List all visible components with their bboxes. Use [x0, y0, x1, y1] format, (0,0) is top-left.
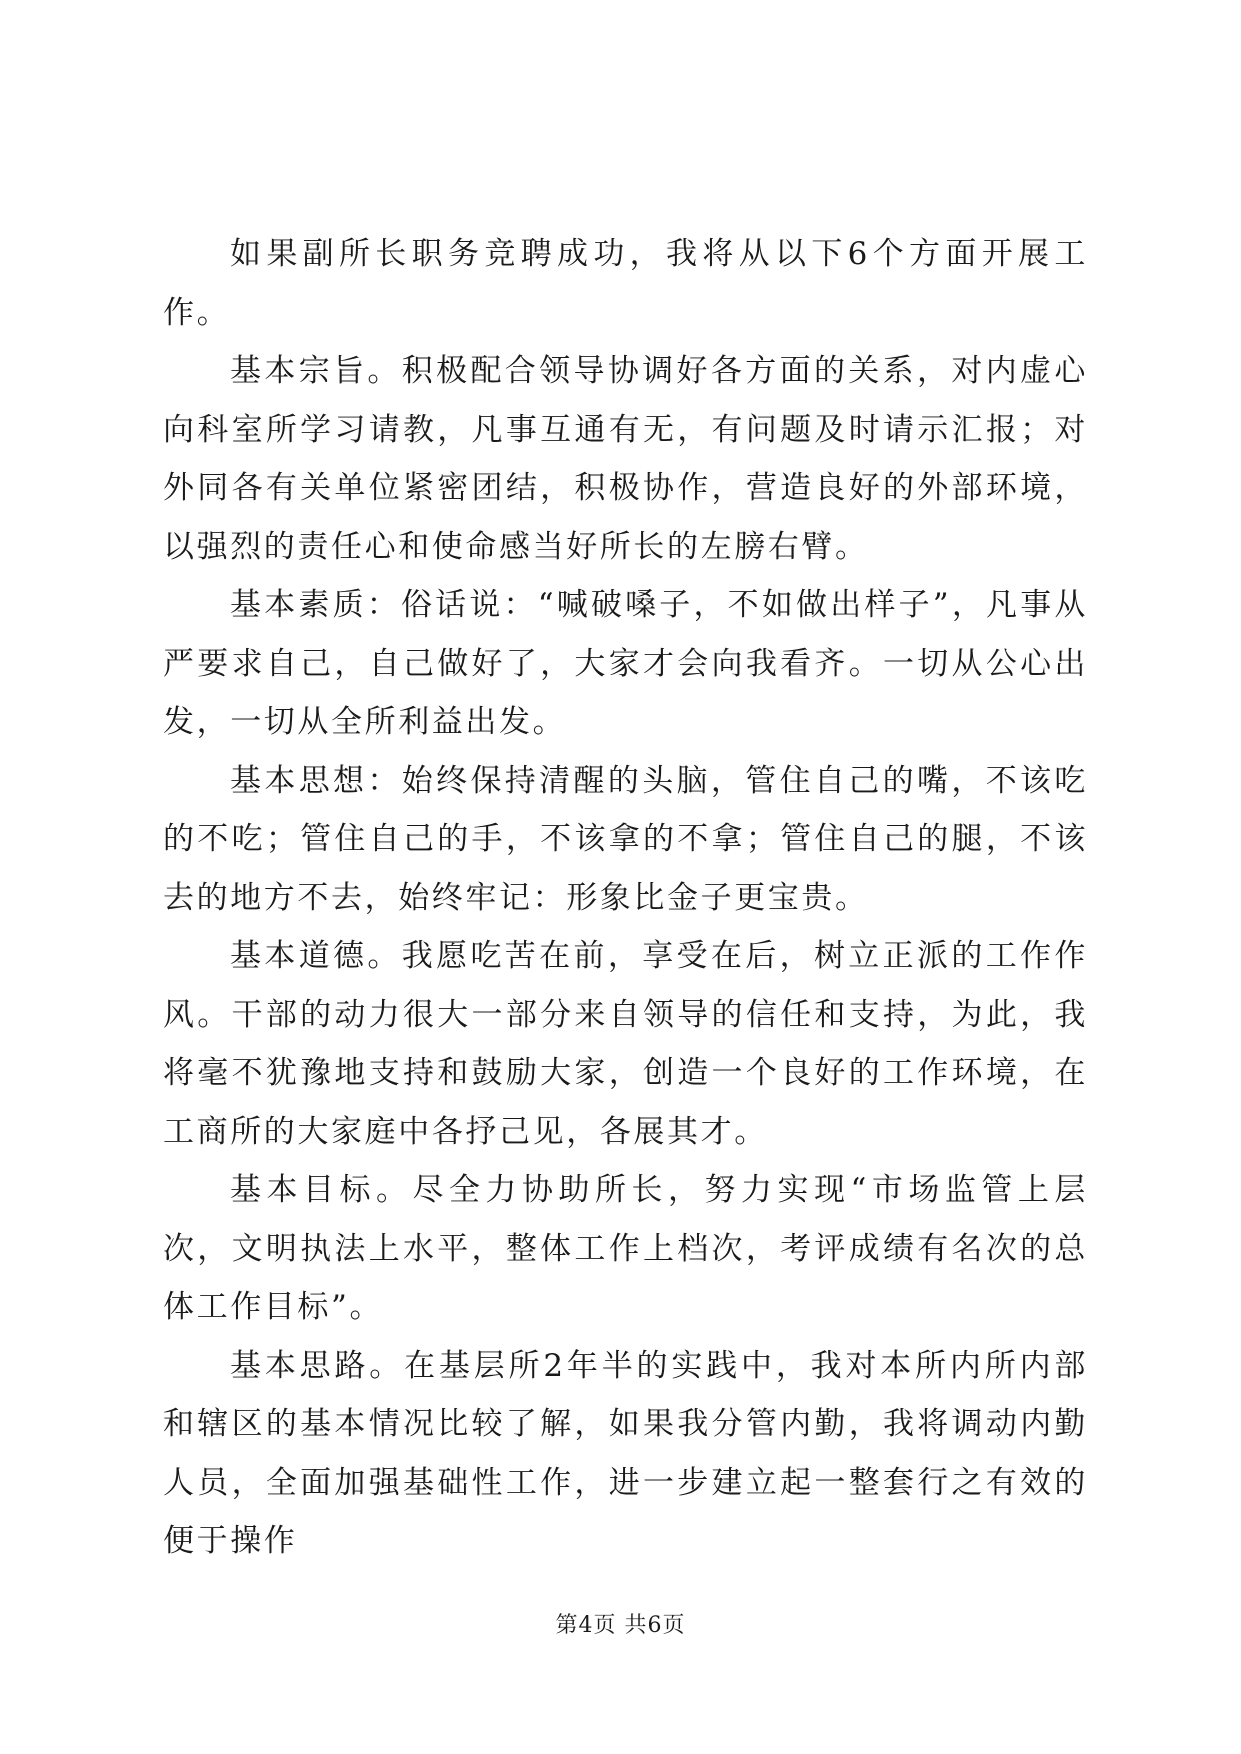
paragraph-basic-purpose: 基本宗旨。积极配合领导协调好各方面的关系，对内虚心向科室所学习请教，凡事互通有无，有问题及时请示汇报；对外同各有关单位紧密团结，积极协作，营造良好的外部环境，以强烈的责任心和使命感当好所长的左膀右臂。	[163, 353, 1088, 565]
paragraph-basic-goal: 基本目标。尽全力协助所长，努力实现“市场监管上层次，文明执法上水平，整体工作上档次，考评成绩有名次的总体工作目标”。	[163, 1172, 1088, 1325]
paragraph-basic-morality: 基本道德。我愿吃苦在前，享受在后，树立正派的工作作风。干部的动力很大一部分来自领导的信任和支持，为此，我将毫不犹豫地支持和鼓励大家，创造一个良好的工作环境，在工商所的大家庭中各抒己见，各展其才。	[163, 938, 1088, 1150]
paragraph-intro: 如果副所长职务竞聘成功，我将从以下6个方面开展工作。	[163, 236, 1088, 331]
page-number-footer: 第4页 共6页	[555, 1613, 686, 1638]
paragraph-basic-approach: 基本思路。在基层所2年半的实践中，我对本所内所内部和辖区的基本情况比较了解，如果我分管内勤，我将调动内勤人员，全面加强基础性工作，进一步建立起一整套行之有效的便于操作	[163, 1347, 1088, 1559]
document-body	[163, 225, 1088, 1571]
paragraph-basic-thought: 基本思想：始终保持清醒的头脑，管住自己的嘴，不该吃的不吃；管住自己的手，不该拿的不拿；管住自己的腿，不该去的地方不去，始终牢记：形象比金子更宝贵。	[163, 762, 1088, 916]
paragraph-basic-quality: 基本素质：俗话说：“喊破嗓子，不如做出样子”，凡事从严要求自己，自己做好了，大家才会向我看齐。一切从公心出发，一切从全所利益出发。	[163, 587, 1088, 740]
